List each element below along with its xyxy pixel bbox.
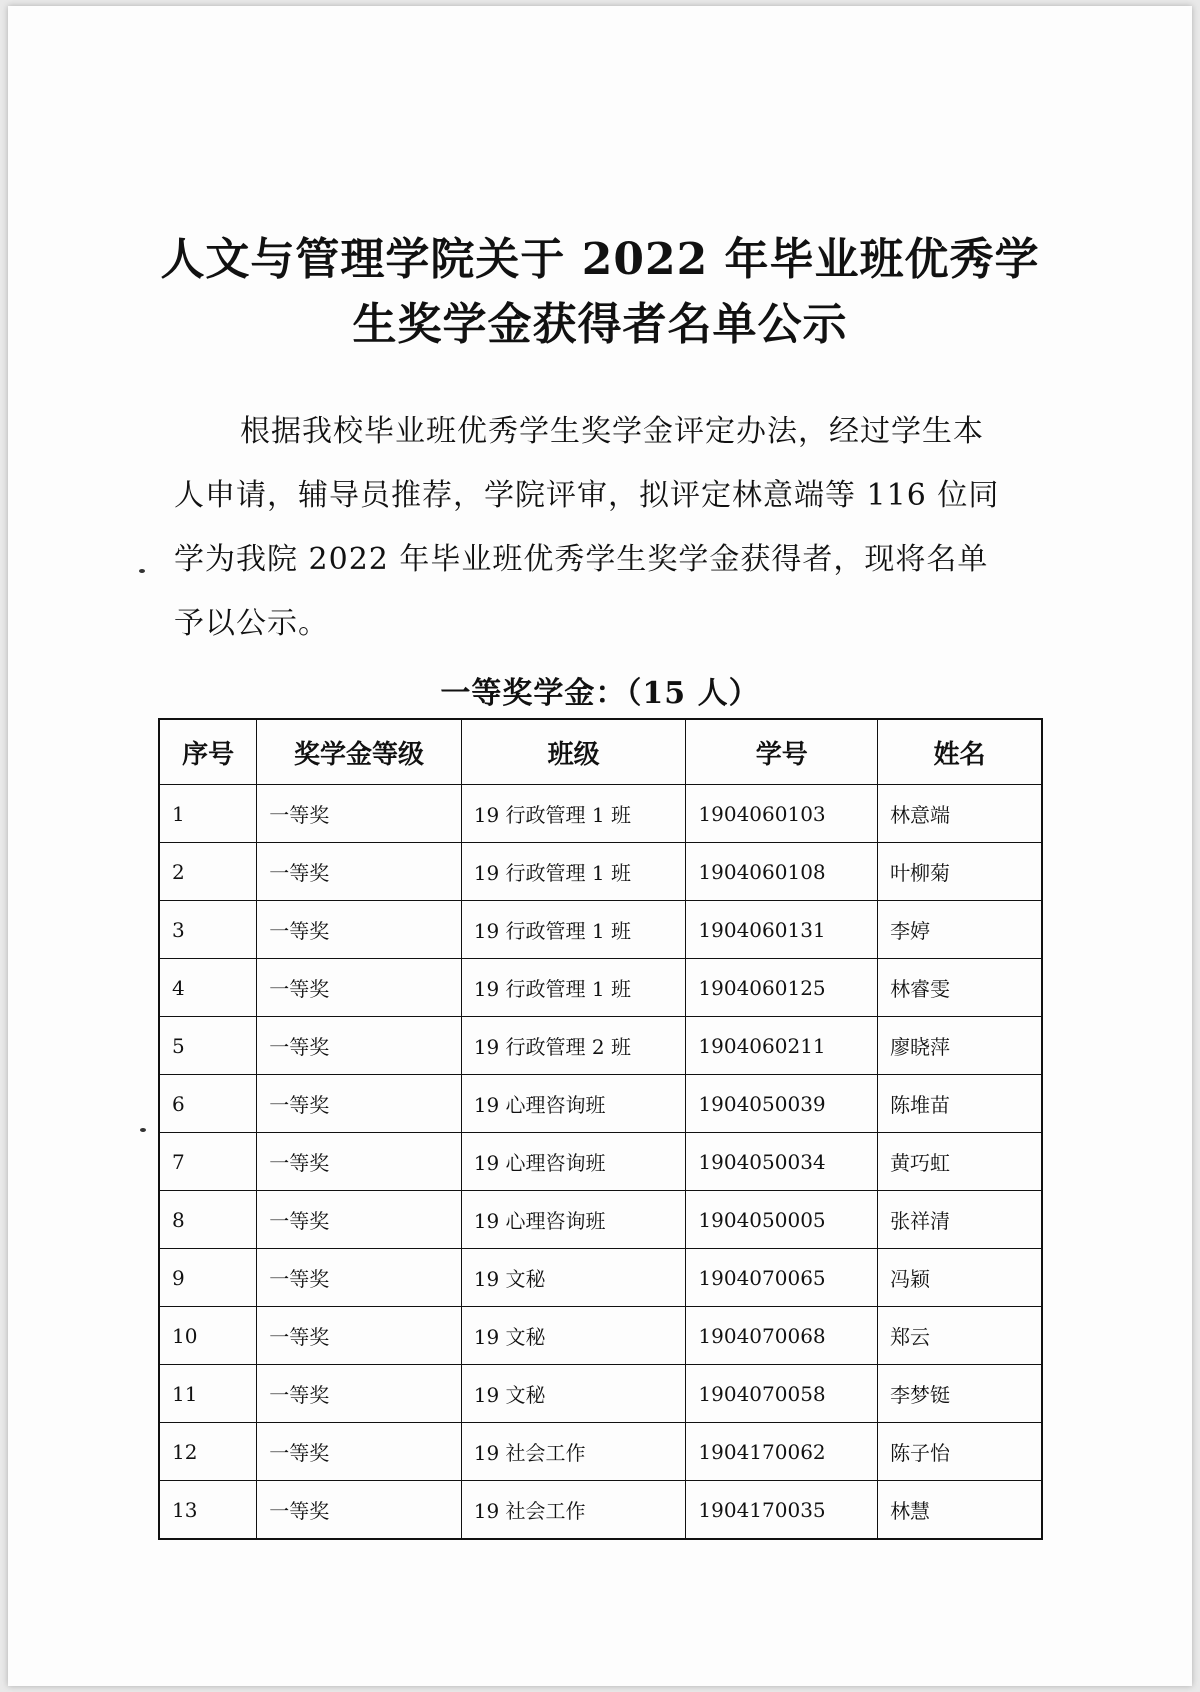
announcement-paragraph: [174, 400, 1034, 656]
scan-speck: [139, 569, 145, 573]
cell-class: 19 文秘: [461, 1365, 686, 1423]
cell-name: 林睿雯: [878, 959, 1042, 1017]
cell-level: 一等奖: [257, 1365, 462, 1423]
table-body: [159, 785, 1042, 1540]
cell-index: 6: [159, 1075, 257, 1133]
cell-class: 19 文秘: [461, 1249, 686, 1307]
paragraph-line: 学为我院 2022 年毕业班优秀学生奖学金获得者，现将名单: [174, 542, 989, 577]
cell-student-id: 1904060131: [686, 901, 878, 959]
document-title-line-2: 生奖学金获得者名单公示: [352, 299, 848, 350]
cell-index: 5: [159, 1017, 257, 1075]
cell-name: 陈堆苗: [878, 1075, 1042, 1133]
cell-index: 9: [159, 1249, 257, 1307]
cell-level: 一等奖: [257, 1481, 462, 1540]
cell-student-id: 1904060211: [686, 1017, 878, 1075]
cell-name: 张祥清: [878, 1191, 1042, 1249]
table-row: [159, 1423, 1042, 1481]
cell-level: 一等奖: [257, 1191, 462, 1249]
cell-index: 3: [159, 901, 257, 959]
header-level: 奖学金等级: [257, 719, 462, 785]
cell-index: 4: [159, 959, 257, 1017]
cell-name: 陈子怡: [878, 1423, 1042, 1481]
paragraph-line: 人申请，辅导员推荐，学院评审，拟评定林意端等 116 位同: [174, 478, 1000, 513]
table-row: [159, 1481, 1042, 1540]
cell-level: 一等奖: [257, 959, 462, 1017]
table-row: [159, 901, 1042, 959]
cell-student-id: 1904070068: [686, 1307, 878, 1365]
cell-class: 19 行政管理 1 班: [461, 843, 686, 901]
document-title-line-1: 人文与管理学院关于 2022 年毕业班优秀学: [160, 234, 1040, 285]
cell-index: 11: [159, 1365, 257, 1423]
cell-student-id: 1904050034: [686, 1133, 878, 1191]
cell-name: 李婷: [878, 901, 1042, 959]
cell-level: 一等奖: [257, 1017, 462, 1075]
cell-index: 8: [159, 1191, 257, 1249]
table-row: [159, 1307, 1042, 1365]
cell-index: 1: [159, 785, 257, 843]
cell-level: 一等奖: [257, 1133, 462, 1191]
table-row: [159, 1191, 1042, 1249]
table-row: [159, 959, 1042, 1017]
section-title-first-prize: 一等奖学金：（15 人）: [440, 676, 760, 711]
cell-student-id: 1904170035: [686, 1481, 878, 1540]
cell-index: 7: [159, 1133, 257, 1191]
cell-class: 19 社会工作: [461, 1481, 686, 1540]
cell-level: 一等奖: [257, 1307, 462, 1365]
cell-student-id: 1904170062: [686, 1423, 878, 1481]
cell-name: 黄巧虹: [878, 1133, 1042, 1191]
cell-index: 10: [159, 1307, 257, 1365]
paragraph-line: 予以公示。: [174, 606, 329, 641]
cell-level: 一等奖: [257, 1423, 462, 1481]
cell-student-id: 1904070058: [686, 1365, 878, 1423]
header-index: 序号: [159, 719, 257, 785]
cell-level: 一等奖: [257, 1075, 462, 1133]
cell-class: 19 行政管理 1 班: [461, 959, 686, 1017]
cell-level: 一等奖: [257, 785, 462, 843]
cell-name: 郑云: [878, 1307, 1042, 1365]
table-row: [159, 1365, 1042, 1423]
cell-student-id: 1904070065: [686, 1249, 878, 1307]
cell-index: 2: [159, 843, 257, 901]
cell-student-id: 1904050039: [686, 1075, 878, 1133]
cell-name: 冯颖: [878, 1249, 1042, 1307]
paragraph-line: 根据我校毕业班优秀学生奖学金评定办法，经过学生本: [240, 414, 984, 449]
table-row: [159, 785, 1042, 843]
cell-name: 林慧: [878, 1481, 1042, 1540]
cell-class: 19 心理咨询班: [461, 1191, 686, 1249]
cell-name: 叶柳菊: [878, 843, 1042, 901]
cell-class: 19 行政管理 1 班: [461, 785, 686, 843]
table-row: [159, 1017, 1042, 1075]
cell-student-id: 1904050005: [686, 1191, 878, 1249]
cell-class: 19 行政管理 2 班: [461, 1017, 686, 1075]
cell-name: 李梦铤: [878, 1365, 1042, 1423]
cell-class: 19 社会工作: [461, 1423, 686, 1481]
cell-student-id: 1904060103: [686, 785, 878, 843]
scan-speck: [140, 1128, 146, 1132]
cell-level: 一等奖: [257, 901, 462, 959]
cell-class: 19 心理咨询班: [461, 1075, 686, 1133]
cell-class: 19 心理咨询班: [461, 1133, 686, 1191]
cell-level: 一等奖: [257, 1249, 462, 1307]
cell-name: 林意端: [878, 785, 1042, 843]
cell-index: 13: [159, 1481, 257, 1540]
cell-level: 一等奖: [257, 843, 462, 901]
table-row: [159, 1133, 1042, 1191]
cell-index: 12: [159, 1423, 257, 1481]
cell-student-id: 1904060108: [686, 843, 878, 901]
table-row: [159, 843, 1042, 901]
table-header-row: [159, 719, 1042, 785]
cell-class: 19 文秘: [461, 1307, 686, 1365]
header-class: 班级: [461, 719, 686, 785]
scholarship-table: [158, 718, 1043, 1540]
cell-student-id: 1904060125: [686, 959, 878, 1017]
header-student-id: 学号: [686, 719, 878, 785]
table-row: [159, 1249, 1042, 1307]
cell-name: 廖晓萍: [878, 1017, 1042, 1075]
table-row: [159, 1075, 1042, 1133]
header-name: 姓名: [878, 719, 1042, 785]
cell-class: 19 行政管理 1 班: [461, 901, 686, 959]
